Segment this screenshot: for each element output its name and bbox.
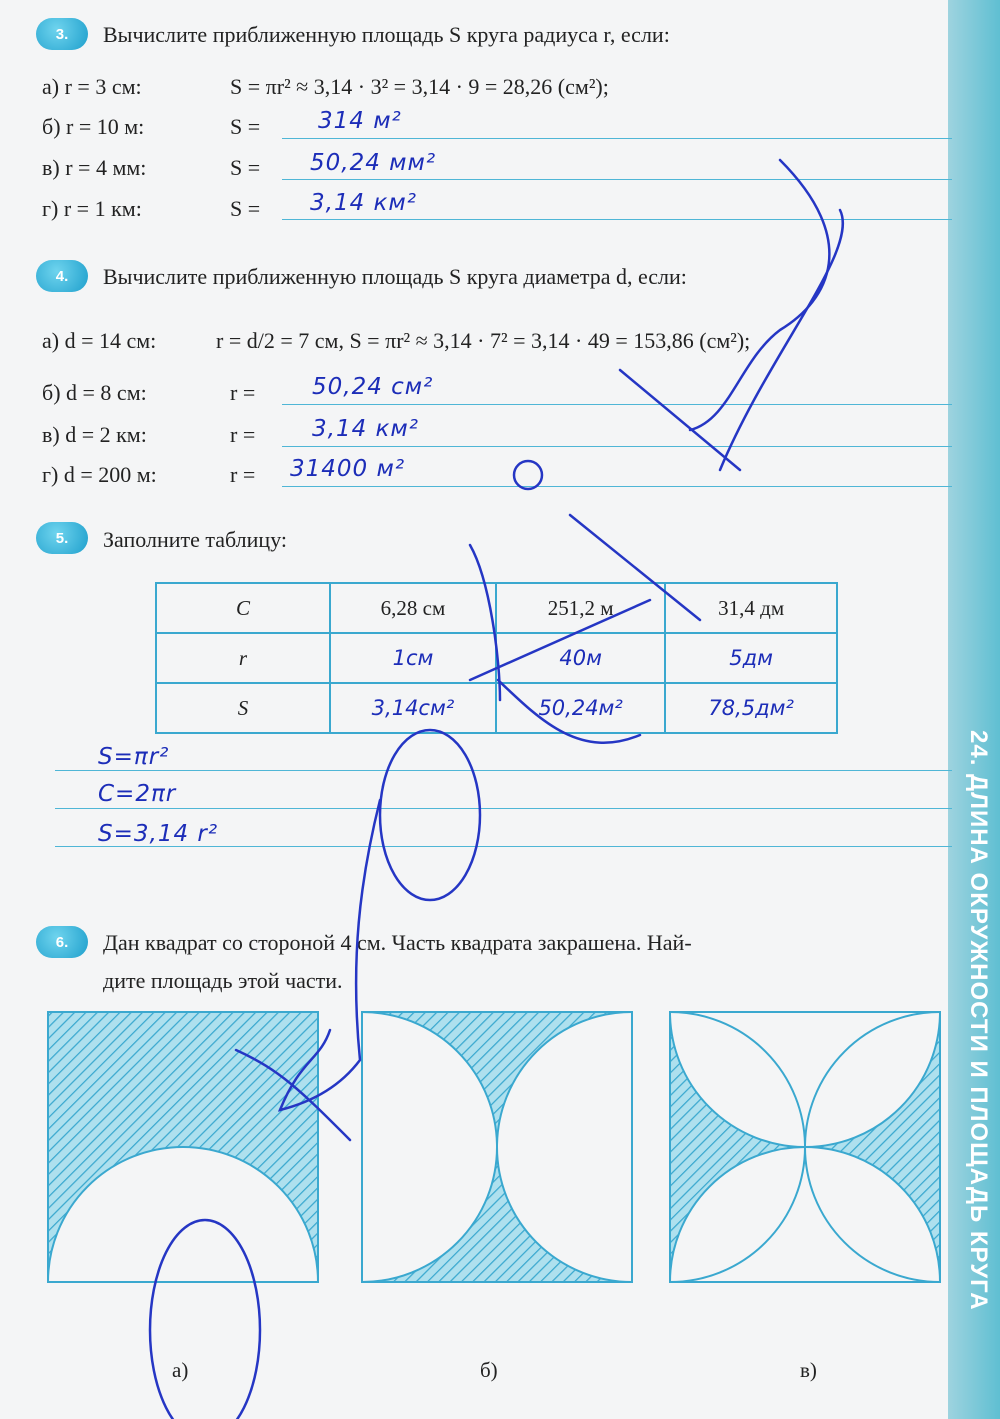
table-cell-handwritten: 78,5дм²	[665, 683, 837, 733]
table-cell: 31,4 дм	[665, 583, 837, 633]
task-4a-label: а) d = 14 см:	[42, 328, 157, 353]
task-6-text-line1: Дан квадрат со стороной 4 см. Часть квадрата закрашена. Най-	[103, 930, 692, 955]
task-4c-answer: 3,14 км²	[312, 416, 419, 442]
task-3b-label: б) r = 10 м:	[42, 114, 145, 139]
task-3-text: Вычислите приближенную площадь S круга радиуса r, если:	[103, 22, 670, 47]
task-4b-formula: r =	[230, 380, 256, 405]
task-3a-label: а) r = 3 см:	[42, 74, 142, 99]
task-3c-label: в) r = 4 мм:	[42, 155, 147, 180]
table-row-header: C	[156, 583, 330, 633]
task-5-badge: 5.	[36, 522, 88, 554]
task-4d-answer: 31400 м²	[290, 456, 406, 482]
table-row-header: S	[156, 683, 330, 733]
task-4d-formula: r =	[230, 462, 256, 487]
task-3c-answer: 50,24 мм²	[310, 150, 437, 176]
task-4b-label: б) d = 8 см:	[42, 380, 147, 405]
task-5-text: Заполните таблицу:	[103, 527, 288, 552]
task-4d-label: г) d = 200 м:	[42, 462, 157, 487]
task-3d-label: г) r = 1 км:	[42, 196, 142, 221]
task-3-badge: 3.	[36, 18, 88, 50]
task-6-text-line2: дите площадь этой части.	[103, 968, 343, 993]
task-3b-answer: 314 м²	[318, 108, 402, 134]
note-area-approx: S=3,14 r²	[98, 821, 219, 847]
task-3d-answer: 3,14 км²	[310, 190, 417, 216]
figure-b-label: б)	[480, 1358, 498, 1382]
task-3c-formula: S =	[230, 155, 261, 180]
figure-a-label: а)	[172, 1358, 189, 1382]
task-6-badge: 6.	[36, 926, 88, 958]
table-cell: 251,2 м	[496, 583, 665, 633]
table-cell-handwritten: 40м	[496, 633, 665, 683]
table-cell-handwritten: 5дм	[665, 633, 837, 683]
task-4c-label: в) d = 2 км:	[42, 422, 147, 447]
task-3b-formula: S =	[230, 114, 261, 139]
note-area-formula: S=πr²	[98, 744, 170, 770]
task-3a-formula: S = πr² ≈ 3,14 · 3² = 3,14 · 9 = 28,26 (см²);	[230, 74, 609, 99]
chapter-title: 24. ДЛИНА ОКРУЖНОСТИ И ПЛОЩАДЬ КРУГА	[965, 730, 992, 1311]
figure-c-label: в)	[800, 1358, 817, 1382]
table-row-header: r	[156, 633, 330, 683]
task-4c-formula: r =	[230, 422, 256, 447]
task-4b-answer: 50,24 см²	[312, 374, 434, 400]
table-cell-handwritten: 1см	[330, 633, 496, 683]
task-4-text: Вычислите приближенную площадь S круга диаметра d, если:	[103, 264, 687, 289]
table-cell-handwritten: 50,24м²	[496, 683, 665, 733]
task-4a-formula: r = d/2 = 7 см, S = πr² ≈ 3,14 · 7² = 3,14 · 49 = 153,86 (см²);	[216, 328, 751, 353]
task-4-badge: 4.	[36, 260, 88, 292]
note-circumference-formula: C=2πr	[98, 781, 177, 807]
task-3d-formula: S =	[230, 196, 261, 221]
table-cell-handwritten: 3,14см²	[330, 683, 496, 733]
table-cell: 6,28 см	[330, 583, 496, 633]
